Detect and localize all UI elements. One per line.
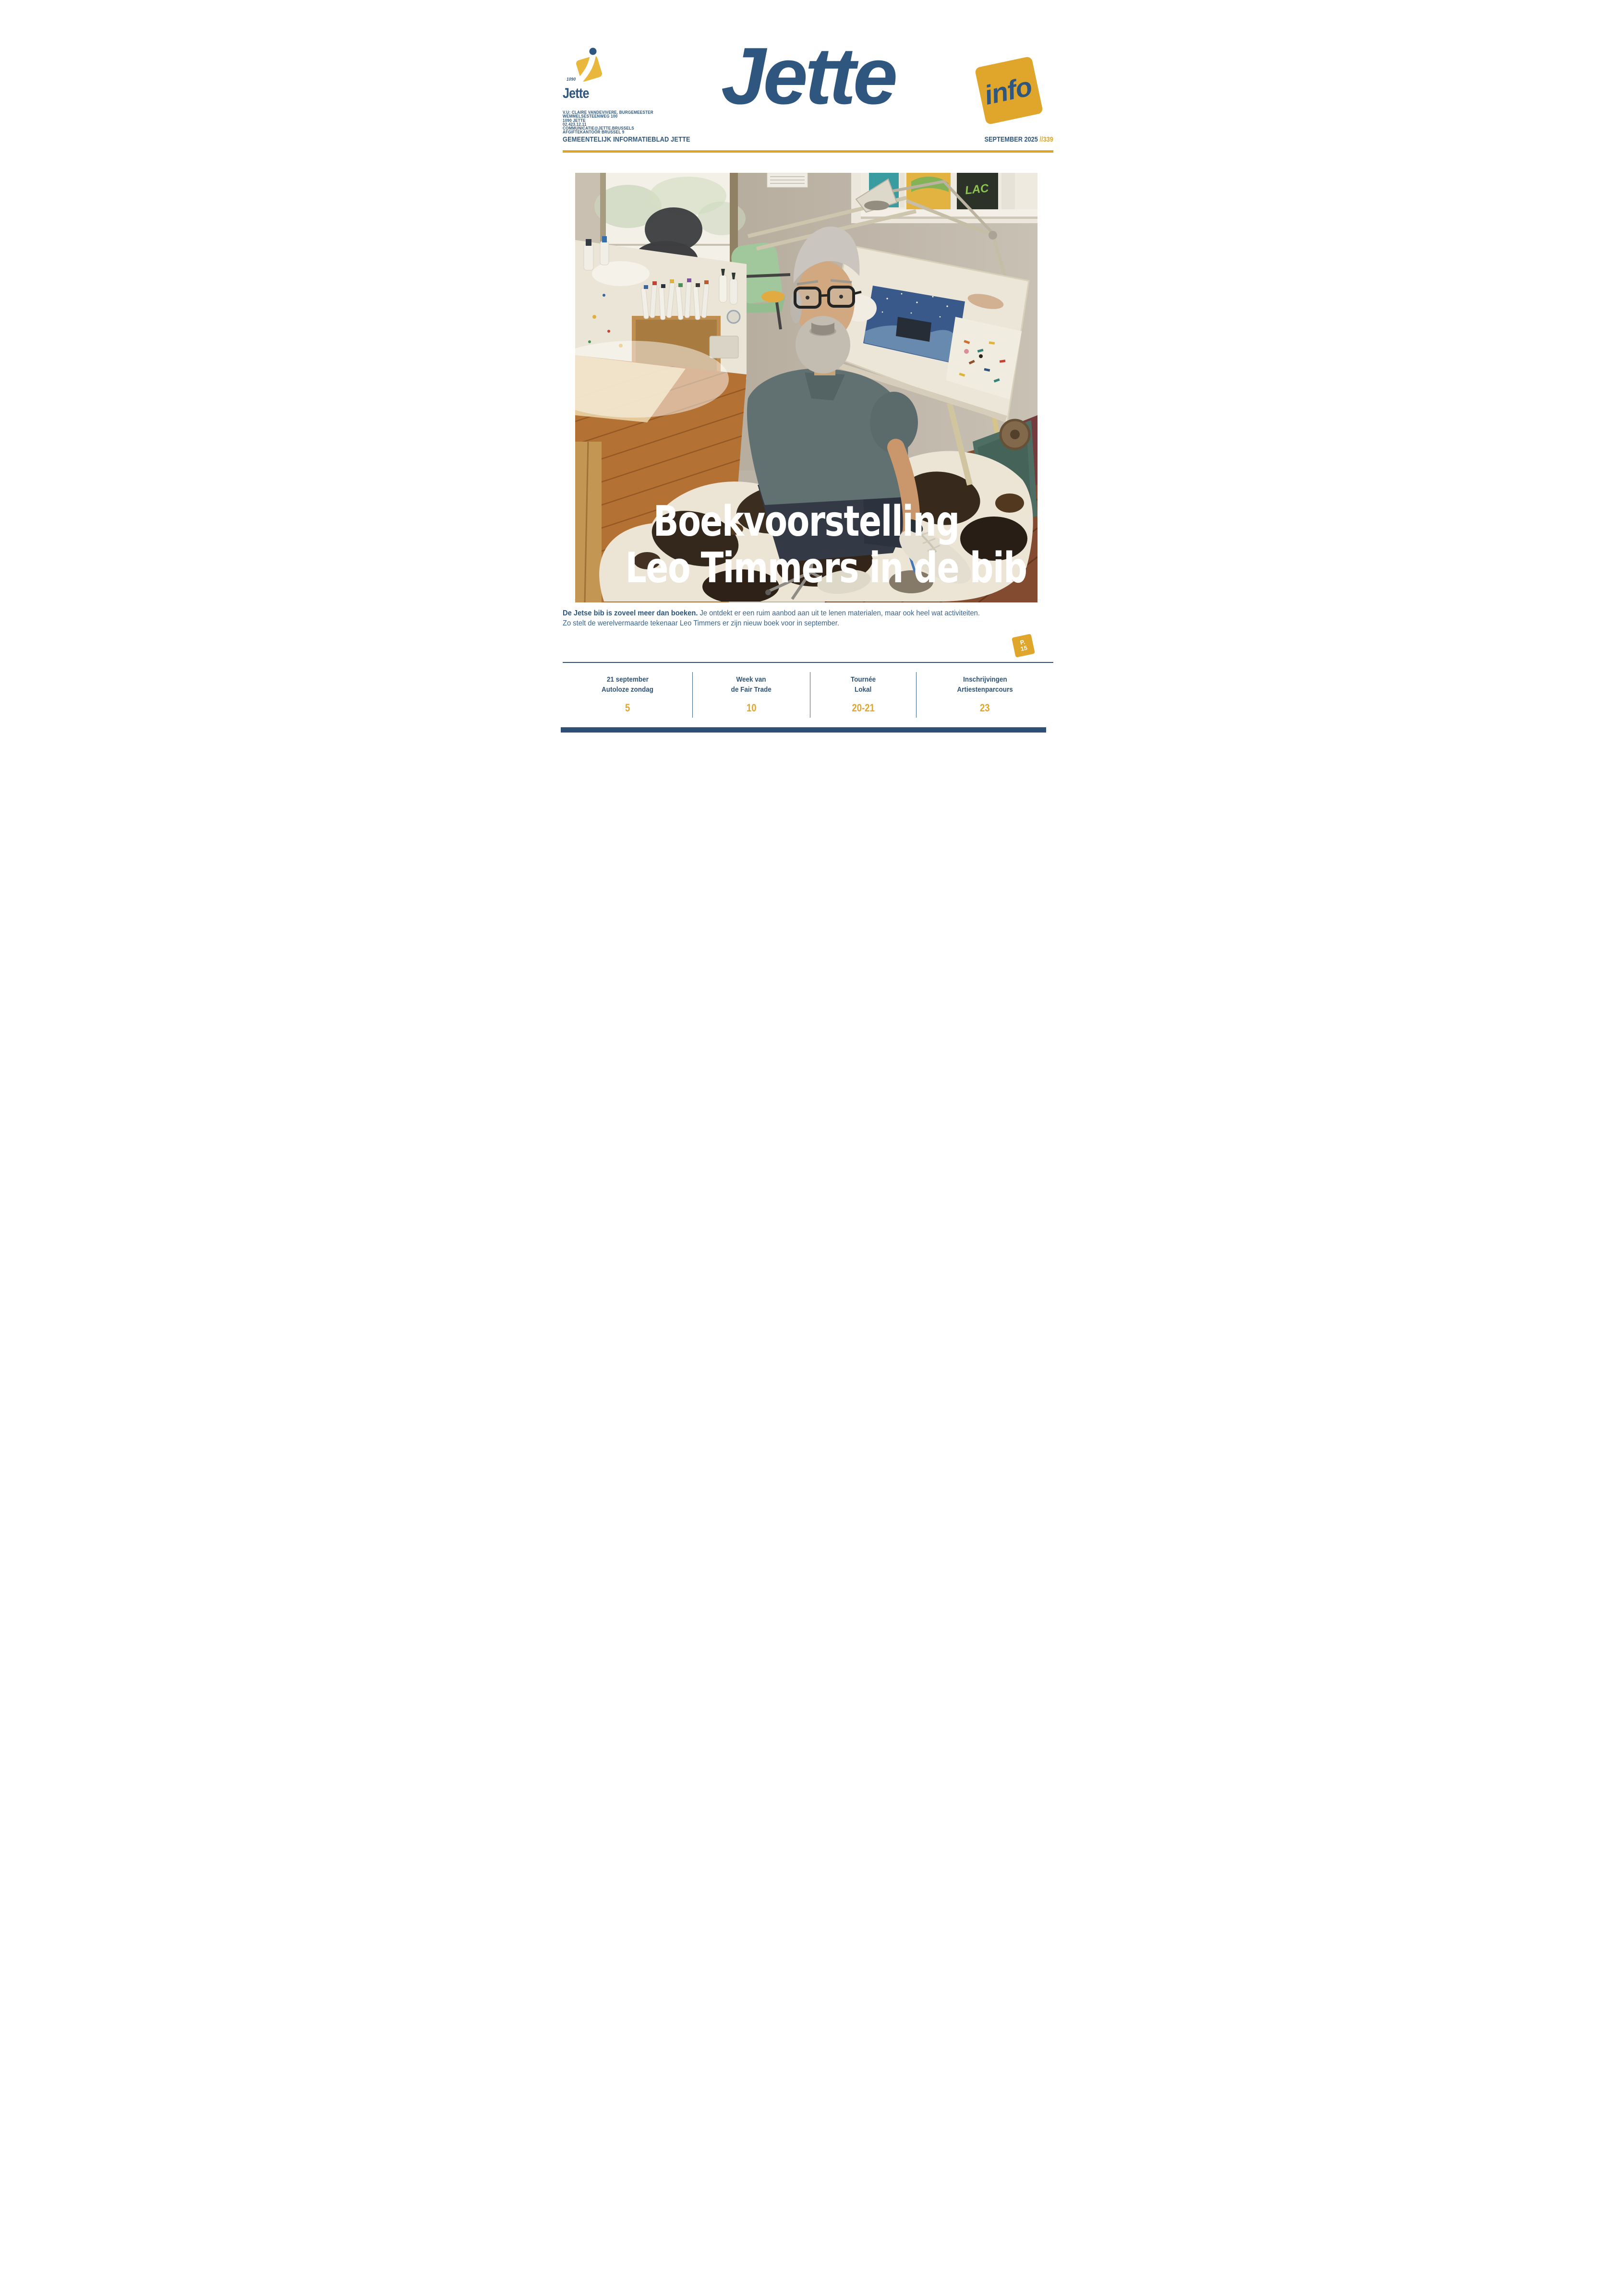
page-reference-badge[interactable] xyxy=(1012,634,1035,658)
page-badge-prefix: P. xyxy=(1019,638,1026,647)
nav-item-artiestenparcours[interactable]: Inschrijvingen Artiestenparcours 23 xyxy=(916,672,1053,718)
logo-name: Jette xyxy=(563,85,589,101)
masthead-wordmark: Jette xyxy=(721,31,895,121)
info-badge xyxy=(975,56,1044,125)
intro-rest: Je ontdekt er een ruim aanbod aan uit te lenen materialen, maar ook heel wat activiteiten. xyxy=(699,609,980,617)
nav-item-tournee-lokal[interactable]: Tournée Lokal 20-21 xyxy=(810,672,916,718)
publisher-line-email: COMMUNICATIE@JETTE.BRUSSELS xyxy=(563,126,634,131)
publisher-line-phone: 02.423.12.11 xyxy=(563,121,587,127)
publisher-line-street: WEMMELSESTEENWEG 100 xyxy=(563,114,618,119)
jette-municipal-logo xyxy=(574,46,605,86)
footer-bar xyxy=(561,727,1046,733)
cover-headline xyxy=(575,498,1037,591)
logo-postal-code: 1090 xyxy=(567,77,576,82)
publisher-line-city: 1090 JETTE xyxy=(563,118,586,123)
info-badge-label: info xyxy=(981,71,1035,110)
jette-logo-icon xyxy=(574,46,605,86)
publication-subtitle: GEMEENTELIJK INFORMATIEBLAD JETTE xyxy=(563,136,690,144)
logo-dot xyxy=(590,48,597,55)
headline-line-1: Boekvoorstelling xyxy=(653,497,959,546)
book-spine-title: LAC xyxy=(964,181,989,197)
cover-photo xyxy=(575,173,1037,602)
intro-line-2: Zo stelt de werelvermaarde tekenaar Leo Timmers er zijn nieuw boek voor in september. xyxy=(563,619,839,627)
issue-number: //339 xyxy=(1039,136,1053,144)
contents-nav xyxy=(563,672,1053,718)
nav-item-fair-trade[interactable]: Week van de Fair Trade 10 xyxy=(692,672,810,718)
nav-top-rule xyxy=(563,662,1053,663)
page-badge-number: 15 xyxy=(1020,644,1028,653)
nav-page-number: 20-21 xyxy=(852,702,875,714)
publisher-contact-block xyxy=(563,110,661,134)
publisher-line-office: AFGIFTEKANTOOR BRUSSEL 9 xyxy=(563,130,625,135)
magazine-cover-page xyxy=(539,0,1077,765)
nav-item-autoloze-zondag[interactable]: 21 september Autoloze zondag 5 xyxy=(601,675,653,714)
issue-month: SEPTEMBER 2025 xyxy=(984,136,1038,144)
publisher-line-vu: V.U: CLAIRE VANDEVIVERE, BURGEMEESTER xyxy=(563,110,653,115)
intro-lead: De Jetse bib is zoveel meer dan boeken. xyxy=(563,609,698,617)
issue-date-number xyxy=(975,136,1053,144)
nav-page-number: 10 xyxy=(746,702,757,714)
nav-page-number: 5 xyxy=(625,702,630,714)
intro-paragraph xyxy=(563,609,1043,628)
nav-page-number: 23 xyxy=(980,702,990,714)
masthead-divider-rule xyxy=(563,150,1053,153)
headline-line-2: Leo Timmers in de bib xyxy=(625,543,1027,592)
